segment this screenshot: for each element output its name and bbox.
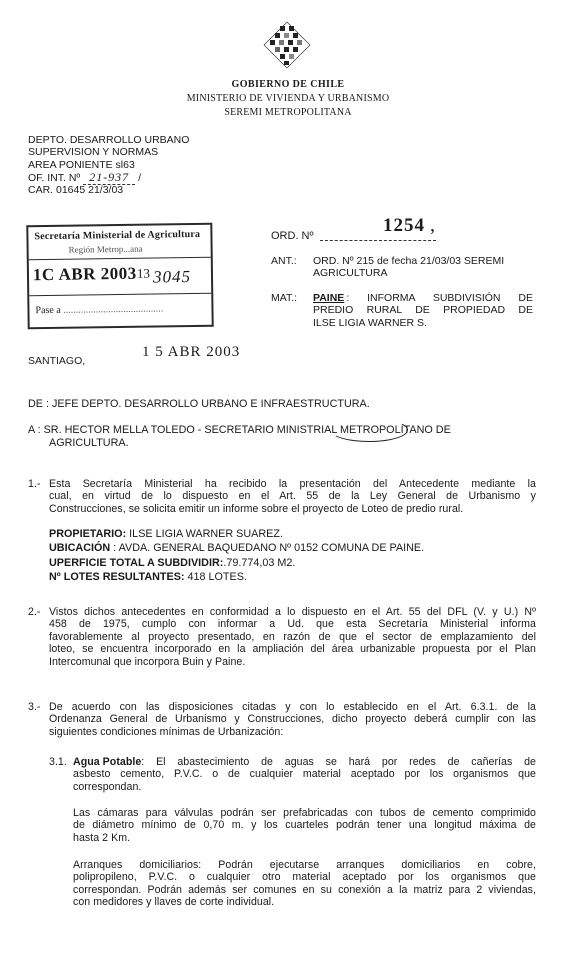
- reception-stamp: [26, 223, 213, 330]
- a-circled: MINISTRIAL: [276, 424, 337, 436]
- header-ministerio: MINISTERIO DE VIVIENDA Y URBANISMO: [186, 93, 390, 104]
- ant-block: [271, 255, 533, 280]
- mat-line-3: ILSE LIGIA WARNER S.: [313, 316, 427, 329]
- stamp-pase-label: Pase a: [35, 304, 61, 317]
- ant-line-1: ORD. Nº 215 de fecha 21/03/03 SEREMI: [313, 255, 505, 267]
- p2-text: [49, 606, 536, 668]
- sender-line-1: DEPTO. DESARROLLO URBANO: [28, 134, 190, 146]
- sender-line-2: SUPERVISION Y NORMAS: [28, 146, 159, 159]
- propietario-label: PROPIETARIO:: [49, 528, 127, 540]
- p31-line-2: asbesto cemento, P.V.C. o de cualquier material aceptado por los organismos que: [73, 768, 536, 781]
- stamp-number: 3045: [152, 267, 192, 287]
- arranques-line-3: correspondan. Podrán además ser comunes en su conexión a la matriz para 2 viviendas,: [73, 883, 536, 896]
- p3-line-2: Ordenanza General de Urbanismo y Construcciones, dicho proyecto deberá cumplir con las: [49, 713, 536, 726]
- arranques-line-1: Arranques domiciliarios: Podrán ejecutarse arranques domiciliarios en cobre,: [73, 859, 536, 871]
- p1-line-2: cual, en virtud de lo dispuesto en el Art. 55 de la Ley General de Urbanismo y: [49, 490, 536, 503]
- a-prefix: A : SR. HECTOR MELLA TOLEDO - SECRETARIO: [28, 424, 277, 436]
- p1-number: 1.-: [28, 478, 41, 490]
- p3-line-3: siguientes condiciones mínimas de Urbanización:: [49, 725, 284, 738]
- p2-line-3: favorablemente al proyecto presentado, en razón de que el sector de emplazamiento del: [49, 630, 536, 643]
- p1-line-1: Esta Secretaría Ministerial ha recibido la presentación del Antecedente mediante la: [49, 478, 536, 490]
- property-details: [49, 527, 424, 585]
- stamp-date: 1C ABR 2003: [32, 263, 137, 285]
- of-int-number: 21-937: [83, 170, 135, 185]
- p2-line-2: 458 de 1975, cumplo con informar a Ud. que esta Secretaría Ministerial informa: [49, 618, 536, 631]
- p3-number: 3.-: [28, 701, 41, 713]
- mat-block: [271, 292, 533, 329]
- ubicacion-label: UBICACIÓN: [49, 542, 111, 555]
- stamp-line-1: Secretaría Ministerial de Agricultura: [34, 228, 201, 243]
- ant-label: ANT.:: [271, 255, 297, 267]
- of-int-label: OF. INT. Nº: [28, 171, 81, 184]
- stamp-pase: Pase a ........................................: [35, 303, 164, 317]
- ant-line-2: AGRICULTURA: [313, 267, 388, 280]
- place-label: SANTIAGO,: [28, 355, 86, 367]
- ubicacion-value: : AVDA. GENERAL BAQUEDANO Nº 0152 COMUNA DE PAINE.: [110, 542, 425, 555]
- lotes-label: Nº LOTES RESULTANTES:: [49, 571, 185, 584]
- header-gobierno: GOBIERNO DE CHILE: [231, 79, 345, 90]
- camaras-line-2: de diámetro mínimo de 0,70 m. y los cuarteles podrán tener una longitud máxima de: [73, 819, 536, 832]
- p2-number: 2.-: [28, 606, 41, 618]
- gobierno-de-chile-logo: [262, 20, 312, 70]
- propietario-value: ILSE LIGIA WARNER SUAREZ.: [126, 528, 283, 540]
- p1-line-3: Construcciones, se solicita emitir un informe sobre el proyecto de Loteo de predio rural.: [49, 502, 464, 515]
- arranques-line-4: con medidores y llaves de corte individual.: [73, 896, 275, 909]
- arranques-line-2: polipropileno, P.V.C. o cualquier otro material aceptado por los organismos que: [73, 871, 536, 884]
- mat-label: MAT.:: [271, 292, 298, 304]
- camaras-text: [73, 807, 536, 844]
- p31-line-3: correspondan.: [73, 780, 142, 793]
- stamp-line-2: Región Metrop...ana: [68, 243, 143, 255]
- p31-first: : El abastecimiento de aguas se hará por redes de cañerías de: [141, 756, 536, 768]
- de-line: DE : JEFE DEPTO. DESARROLLO URBANO E INFRAESTRUCTURA.: [28, 398, 370, 410]
- p2-line-5: Intercomunal que incorpora Buin y Paine.: [49, 655, 246, 668]
- mat-line-1: : INFORMA SUBDIVISIÓN DE: [346, 292, 533, 304]
- sender-block: [28, 134, 189, 196]
- stamp-day-suffix: 13: [136, 265, 151, 281]
- p31-text: [73, 756, 536, 793]
- ord-slash: ,: [430, 214, 435, 236]
- of-int-line: OF. INT. Nº 21-937 /: [28, 169, 142, 184]
- date-stamp: 1 5 ABR 2003: [142, 344, 241, 360]
- arranques-text: [73, 859, 536, 909]
- header-seremi: SEREMI METROPOLITANA: [224, 107, 352, 118]
- superficie-label: UPERFICIE TOTAL A SUBDIVIDIR:: [49, 556, 224, 569]
- p3-line-1: De acuerdo con las disposiciones citadas y con lo establecido en el Art. 6.3.1. de la: [49, 701, 536, 713]
- mat-line-2: PREDIO RURAL DE PROPIEDAD DE: [313, 304, 533, 317]
- ord-number: 1254: [383, 215, 425, 236]
- car-line: CAR. 01645 21/3/03: [28, 184, 124, 197]
- superficie-value: .79.774,03 M2.: [223, 556, 296, 569]
- p1-text: [49, 478, 536, 515]
- sender-line-3: AREA PONIENTE sl63: [28, 158, 135, 171]
- p2-line-4: loteo, se encuentra incorporado en la ampliación del área urbanizable propuesta por el Plan: [49, 643, 536, 656]
- p2-line-1: Vistos dichos antecedentes en conformidad a lo dispuesto en el Art. 55 del DFL (V. y U.) Nº: [49, 606, 536, 618]
- mat-paine: PAINE: [313, 292, 345, 304]
- handwritten-circle-mark: [330, 418, 408, 442]
- a-suffix: METROPOLITANO DE: [337, 424, 451, 436]
- lotes-value: 418 LOTES.: [184, 571, 247, 584]
- p3-text: [49, 701, 536, 738]
- a-block: [28, 424, 538, 449]
- a-line-2: AGRICULTURA.: [49, 436, 129, 449]
- camaras-line-1: Las cámaras para válvulas podrán ser prefabricadas con tubos de cemento comprimido: [73, 807, 536, 819]
- ord-label: ORD. Nº: [271, 230, 314, 242]
- p31-title: Agua Potable: [73, 756, 142, 768]
- ord-underline: [320, 240, 436, 241]
- p31-number: 3.1.: [49, 756, 67, 768]
- camaras-line-3: hasta 2 Km.: [73, 831, 131, 844]
